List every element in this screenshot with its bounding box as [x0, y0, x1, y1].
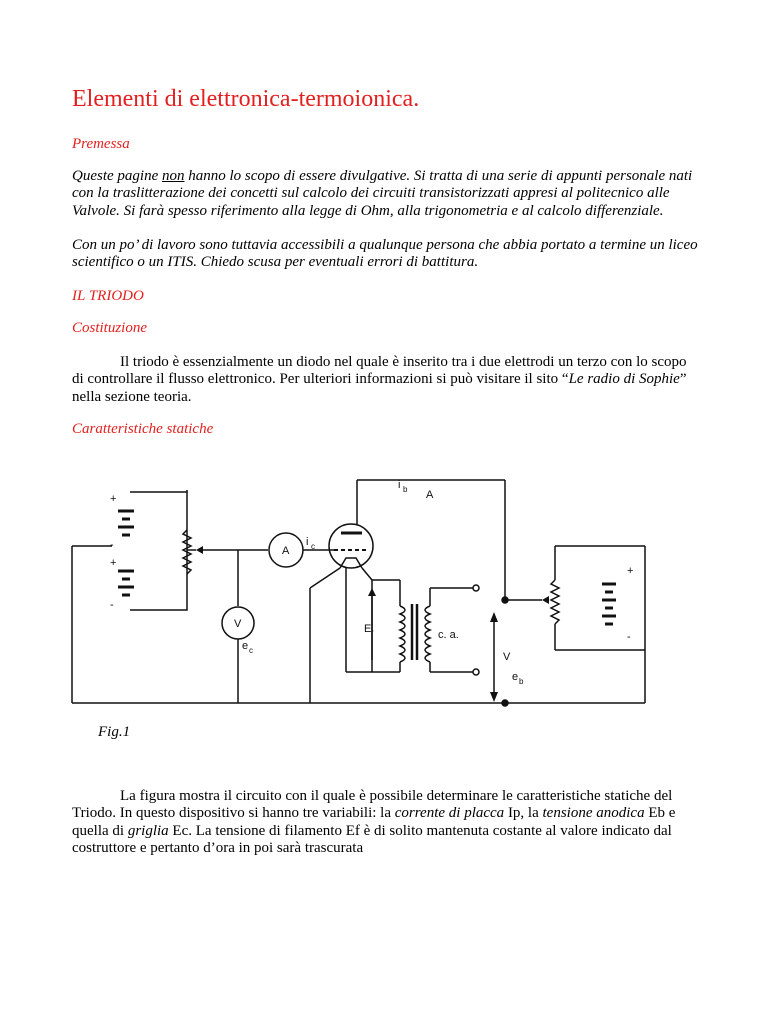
ammeter-label: A	[282, 545, 290, 557]
text-run: Eb e quella di	[72, 805, 676, 839]
triode-tube	[329, 480, 373, 568]
subheading-caratteristiche: Caratteristiche statiche	[72, 421, 214, 437]
premessa-paragraph-2: Con un po’ di lavoro sono tuttavia accessibili a qualunque persona che abbia portato a termine un liceo scientifico o un ITIS. Chiedo scusa per eventuali errori di battitura.	[72, 237, 698, 271]
left-potentiometer	[183, 530, 191, 574]
v-label: V	[503, 651, 511, 663]
transformer	[400, 580, 479, 675]
minus-label: -	[110, 599, 114, 611]
text-run: Queste pagine	[72, 168, 162, 184]
italic-term: tensione anodica	[542, 805, 645, 822]
premessa-paragraph-1	[72, 168, 700, 220]
ac-label: c. a.	[438, 629, 459, 641]
plus-label: +	[110, 493, 117, 505]
circuit-diagram	[0, 470, 768, 720]
eb-subscript: b	[519, 677, 524, 686]
eb-label: e	[512, 671, 519, 683]
voltmeter-label: V	[234, 618, 242, 630]
ic-subscript: c	[311, 542, 315, 551]
section-heading-triodo: IL TRIODO	[72, 288, 144, 304]
ec-subscript: c	[249, 646, 253, 655]
text-run: Ec. La tensione di filamento Ef è di solito mantenuta costante al valore indicato dal costruttore e pertanto d’ora in poi sarà trascurata	[72, 822, 672, 856]
text-run: La figura mostra il circuito con il quale è possibile determinare le caratteristiche statiche del Triodo. In questo dispositivo si hanno tre variabili: la	[72, 788, 673, 822]
site-reference: Le radio di Sophie	[568, 371, 680, 388]
ib-subscript: b	[403, 485, 408, 494]
figure-description-paragraph	[72, 788, 700, 857]
plate-current-label: A	[426, 489, 434, 501]
minus-label: -	[627, 631, 631, 643]
minus-label: -	[110, 539, 114, 551]
underlined-word: non	[161, 168, 185, 184]
italic-term: griglia	[127, 822, 169, 839]
figure-caption: Fig.1	[98, 724, 131, 740]
text-run: hanno lo scopo di essere divulgative. Si tratta di una serie di appunti personale nati con la traslitterazione dei concetti sul calcolo dei circuiti transistorizzati appresi al politecnico alle Valvole. Si farà spesso riferimento alla legge di Ohm, alla trigonometria e al calcolo differenziale.	[72, 168, 693, 219]
subheading-costituzione: Costituzione	[72, 320, 148, 336]
plus-label: +	[627, 565, 634, 577]
ic-label: i	[306, 536, 309, 548]
text-run: Il triodo è essenzialmente un diodo nel quale è inserito tra i due elettrodi un terzo con lo scopo di controllare il flusso elettronico. Per ulteriori informazioni si può visitare il sito “	[72, 354, 687, 388]
page-title: Elementi di elettronica-termoionica.	[72, 86, 420, 112]
ib-label: i	[398, 479, 401, 491]
ef-label: E	[364, 623, 372, 635]
text-run: Ip, la	[504, 805, 543, 822]
costituzione-paragraph	[72, 354, 700, 406]
italic-term: corrente di placca	[394, 805, 505, 822]
left-battery	[118, 492, 187, 610]
text-run: ” nella sezione teoria.	[72, 371, 687, 405]
ec-label: e	[242, 640, 249, 652]
plus-label: +	[110, 557, 117, 569]
section-heading-premessa: Premessa	[72, 136, 130, 152]
ef-subscript: f	[371, 629, 374, 638]
